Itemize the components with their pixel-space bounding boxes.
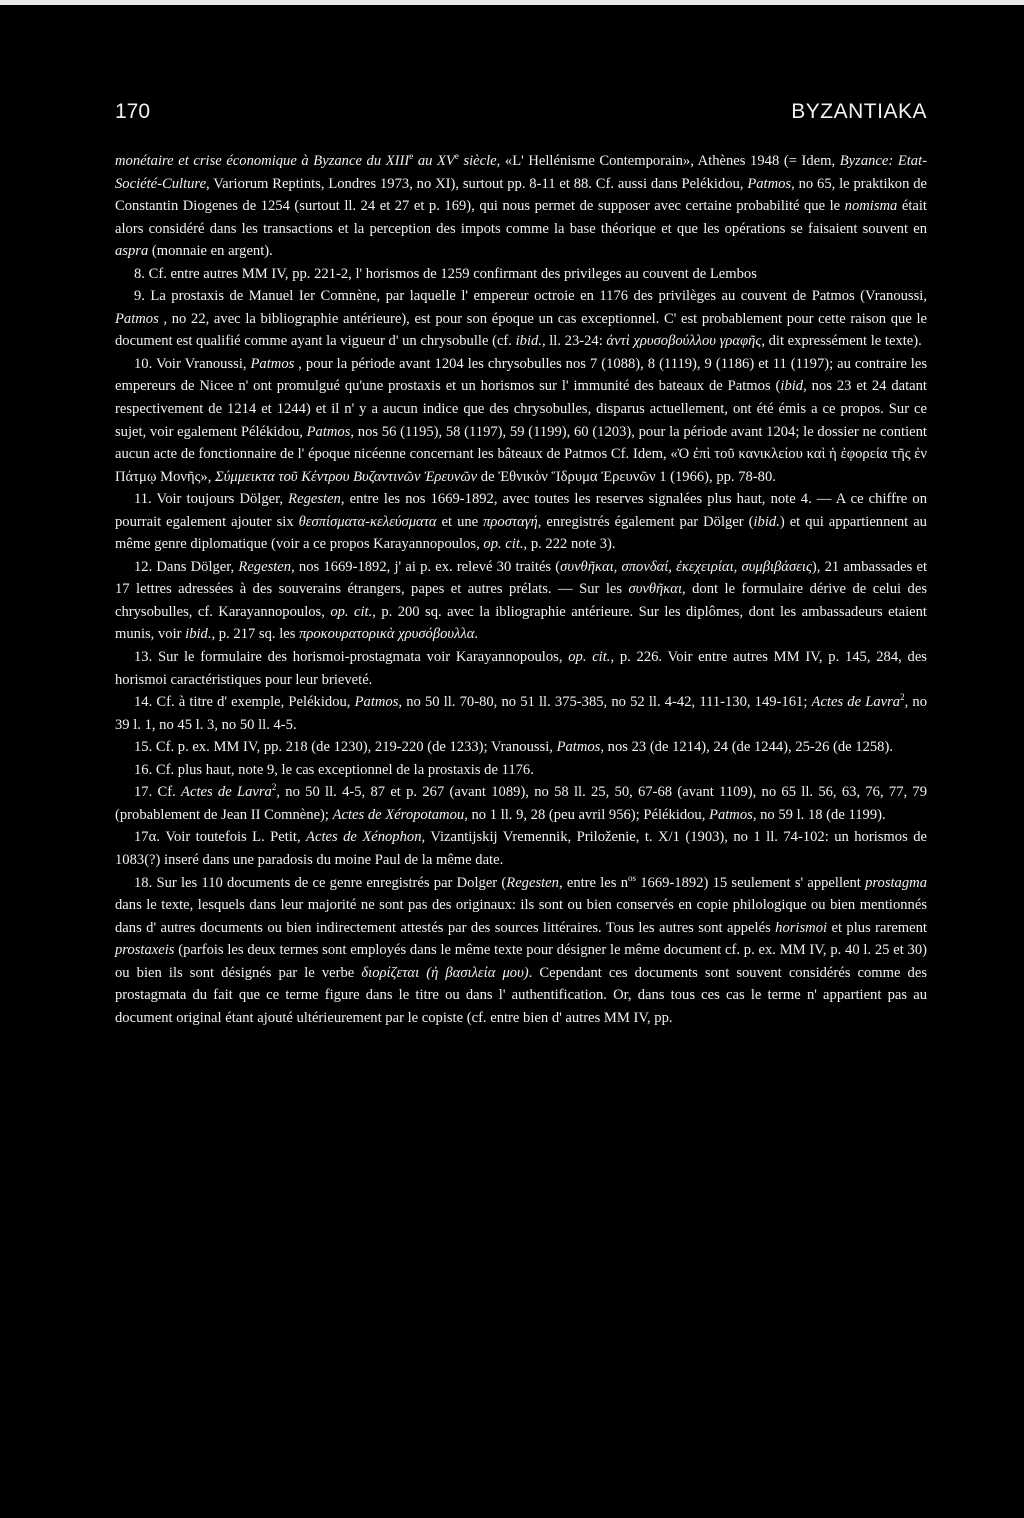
footnote-15: 15. Cf. p. ex. MM IV, pp. 218 (de 1230), 219-220 (de 1233); Vranoussi, Patmos, nos 23 (de 1214), 24 (de 1244), 25-26 (de 1258). [134,739,893,756]
footnotes [115,150,927,1029]
footnote-13: 13. Sur le formulaire des horismoi-prostagmata voir Karayannopoulos, op. cit., p. 226. Voir entre autres MM IV, p. 145, 284, des horismoi caractéristiques pour leur brieveté. [115,649,927,688]
footnote-10: 10. Voir Vranoussi, Patmos , pour la période avant 1204 les chrysobulles nos 7 (1088), 8 (1119), 9 (1186) et 11 (1197); au contraire les empereurs de Nicee n' ont promulgué qu'une prostaxis et un horismos sur l' immunité des bateaux de Patmos (ibid, nos 23 et 24 datant respectivement de 1214 et 1244) et il n' y a aucun indice que des chrysobulles, disparus actuellement, ont été émis a ce propos. Sur ce sujet, voir egalement Pélékidou, Patmos, nos 56 (1195), 58 (1197), 59 (1199), 60 (1203), pour la période avant 1204; le dossier ne contient aucun acte de fonctionnaire de l' époque nicéenne concernant les bâteaux de Patmos Cf. Idem, «Ὁ ἐπὶ τοῦ κανικλείου καὶ ἡ ἐφορεία τῆς ἐν Πάτμῳ Μονῆς», Σύμμεικτα τοῦ Κέντρου Βυζαντινῶν Ἐρευνῶν de Ἐθνικὸν Ἵδρυμα Ἐρευνῶν 1 (1966), pp. 78-80. [115,355,927,485]
footnote-14: 14. Cf. à titre d' exemple, Pelékidou, Patmos, no 50 ll. 70-80, no 51 ll. 375-385, no 52 ll. 4-42, 111-130, 149-161; Actes de Lavra$^2$, no 39 l. 1, no 45 l. 3, no 50 ll. 4-5. [115,692,928,733]
page-header [115,100,927,124]
footnote-9: 9. La prostaxis de Manuel Ier Comnène, par laquelle l' empereur octroie en 1176 des privilèges au couvent de Patmos (Vranoussi, Patmos , no 22, avec la bibliographie antérieure), est pour son époque un cas exceptionnel. C' est probablement pour cette raison que le document est qualifié comme ayant la vigueur d' un chrysobulle (cf. ibid., ll. 23-24: ἀντὶ χρυσοβούλλου γραφῆς, dit expressément le texte). [115,288,927,350]
footnote-17a: 17α. Voir toutefois L. Petit, Actes de Xénophon, Vizantijskij Vremennik, Priloženie, t. X/1 (1903), no 1 ll. 74-102: un horismos de 1083(?) inseré dans une paradosis du moine Paul de la même date. [115,829,927,868]
footnote-continued: monétaire et crise économique à Byzance du XIIIe au XVe siècle, «L' Hellénisme Contemporain», Athènes 1948 (= Idem, Byzance: Etat-Société-Culture, Variorum Reptints, Londres 1973, no XI), surtout pp. 8-11 et 88. Cf. aussi dans Pelékidou, Patmos, no 65, le praktikon de Constantin Diogenes de 1254 (surtout ll. 24 et 27 et p. 169), qui nous permet de supposer avec certaine probabilité que le nomisma était alors considéré dans les transactions et la perception des impots comme la base théorique et que les opérations se faisaient souvent en aspra (monnaie en argent). [115,151,928,260]
footnote-18: 18. Sur les 110 documents de ce genre enregistrés par Dolger (Regesten, entre les $n^{os}$ 1669-1892) 15 seulement s' appellent prostagma dans le texte, lesquels dans leur majorité ne sont pas des originaux: ils sont ou bien conservés en copie philologique ou bien mentionnés dans d' autres documents ou bien indirectement attestés par des sources littéraires. Tous les autres sont appelés horismoi et plus rarement prostaxeis (parfois les deux termes sont employés dans le même texte pour désigner le même document cf. p. ex. MM IV, p. 40 l. 25 et 30) ou bien ils sont désignés par le verbe διορίζεται (ἡ βασιλεία μου). Cependant ces documents sont souvent considérés comme des prostagmata du fait que ce terme figure dans le titre ou dans l' authentification. Or, dans tous ces cas le terme n' appartient pas au document original étant ajouté ultérieurement par le copiste (cf. entre bien d' autres MM IV, pp. [115,872,927,1026]
footnote-16: 16. Cf. plus haut, note 9, le cas exceptionnel de la prostaxis de 1176. [134,761,534,778]
page [0,5,1024,1518]
footnote-12: 12. Dans Dölger, Regesten, nos 1669-1892, j' ai p. ex. relevé 30 traités (συνθῆκαι, σπονδαί, ἐκεχειρίαι, συμβιβάσεις), 21 ambassades et 17 lettres adressées à des souverains étrangers, papes et autres prélats. — Sur les συνθῆκαι, dont le formulaire dérive de celui des chrysobulles, cf. Karayannopoulos, op. cit., p. 200 sq. avec la ibliographie antérieure. Sur les diplômes, dont les ambassadeurs etaient munis, voir ibid., p. 217 sq. les προκουρατορικὰ χρυσόβουλλα. [115,558,927,643]
footnote-17: 17. Cf. Actes de Lavra$^2$, no 50 ll. 4-5, 87 et p. 267 (avant 1089), no 58 ll. 25, 50, 67-68 (avant 1109), no 65 ll. 56, 63, 76, 77, 79 (probablement de Jean II Comnène); Actes de Xéropotamou, no 1 ll. 9, 28 (peu avril 956); Pélékidou, Patmos, no 59 l. 18 (de 1199). [115,782,928,823]
running-title: BYZANTIAKA [791,100,927,123]
page-number: 170 [115,100,151,123]
footnote-11: 11. Voir toujours Dölger, Regesten, entre les nos 1669-1892, avec toutes les reserves signalées plus haut, note 4. — A ce chiffre on pourrait egalement ajouter six θεσπίσματα-κελεύσματα et une προσταγή, enregistrés également par Dölger (ibid.) et qui appartiennent au même genre diplomatique (voir a ce propos Karayannopoulos, op. cit., p. 222 note 3). [115,491,927,553]
footnote-8: 8. Cf. entre autres MM IV, pp. 221-2, l' horismos de 1259 confirmant des privileges au couvent de Lembos [134,265,757,282]
